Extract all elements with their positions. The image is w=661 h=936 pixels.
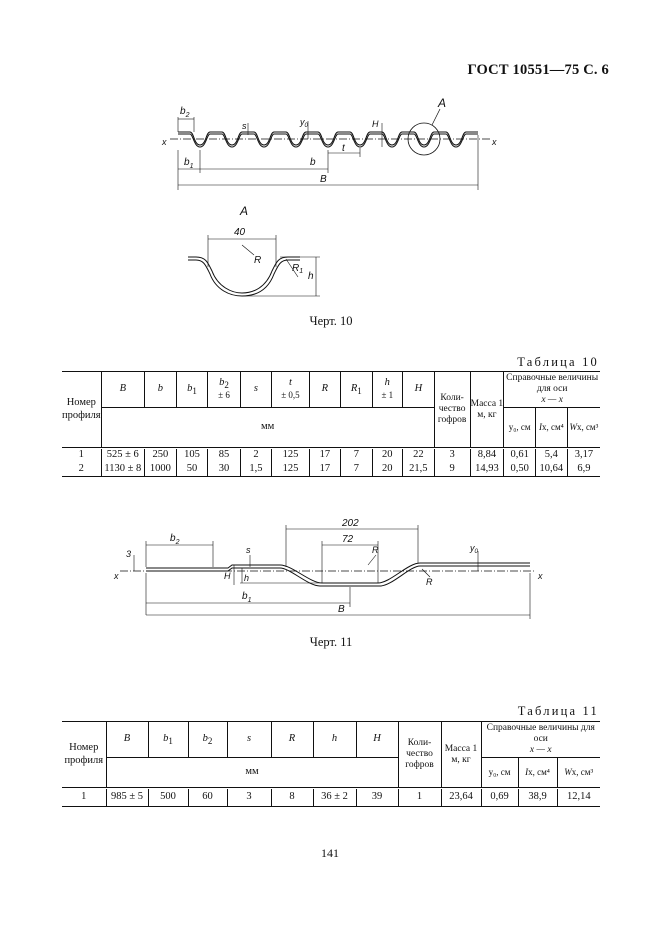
label-b: b: [310, 157, 316, 168]
t10-h-b1: $b_1$: [176, 372, 208, 408]
figure-11-profile-drawing: [110, 515, 560, 625]
t10-h-h: h ± 1: [372, 372, 402, 408]
t10-h-corrugations: Коли-чество гофров: [434, 372, 470, 448]
t10-h-B: B: [101, 372, 144, 408]
f11-label-b1: $b_1$: [242, 591, 252, 604]
t11-h-unit: мм: [106, 758, 398, 788]
t10-row-1: 1 525 ± 6 250 105 85 2 125 17 7 20 22 3 8,84 0,61 5,4 3,17: [62, 449, 600, 463]
table-11-caption: Таблица 11: [517, 704, 599, 718]
t11-h-s: s: [227, 722, 271, 758]
label-x-right: x: [492, 137, 497, 147]
detail-title: A: [240, 205, 249, 218]
table-10-caption: Таблица 10: [517, 355, 599, 369]
t10-h-Wx: Wx, см³: [567, 408, 600, 448]
t11-row-1: 1 985 ± 5 500 60 3 8 36 ± 2 39 1 23,64 0,69 38,9 12,14: [62, 789, 600, 807]
t11-h-Ix: Ix, см⁴: [518, 758, 557, 788]
t10-h-b: b: [145, 372, 177, 408]
f11-label-72: 72: [342, 534, 354, 545]
f11-label-B: B: [338, 604, 345, 615]
t10-h-mass: Масса 1 м, кг: [470, 372, 504, 448]
t11-h-corrugations: Коли-чество гофров: [398, 722, 441, 788]
t11-h-mass: Масса 1 м, кг: [441, 722, 481, 788]
f11-label-x-right: x: [538, 571, 543, 581]
page-header: ГОСТ 10551—75 С. 6: [467, 62, 609, 78]
t11-h-number: Номер профиля: [62, 722, 106, 788]
t10-h-R: R: [309, 372, 340, 408]
detail-R1: $R_1$: [292, 263, 304, 275]
t10-h-Ix: Ix, см⁴: [535, 408, 567, 448]
t11-h-H: H: [356, 722, 398, 758]
label-t: t: [342, 143, 345, 154]
t11-h-h: h: [313, 722, 356, 758]
label-x-left: x: [162, 137, 167, 147]
t11-h-B: B: [106, 722, 148, 758]
f11-label-h: h: [244, 573, 250, 583]
t11-h-Wx: Wx, см³: [557, 758, 600, 788]
f11-label-R-1: R: [372, 545, 379, 555]
t11-h-R: R: [271, 722, 313, 758]
t10-h-y0: y₀, см: [504, 408, 536, 448]
label-y0: $y_0$: [300, 117, 308, 129]
t10-h-b2: $b_2$ ± 6: [208, 372, 240, 408]
t10-h-R1: $R_1$: [341, 372, 372, 408]
table-11: [62, 721, 600, 807]
label-b2: $b_2$: [180, 106, 190, 119]
figure-11-caption: Черт. 11: [309, 635, 353, 649]
f11-label-R-2: R: [426, 577, 433, 587]
f11-label-x-left: x: [114, 571, 119, 581]
page-number: 141: [321, 846, 339, 860]
f11-label-b2: $b_2$: [170, 533, 180, 546]
f11-label-y0: $y_0$: [470, 543, 478, 555]
t11-h-b1: $b_1$: [148, 722, 188, 758]
f11-label-s: s: [246, 545, 251, 555]
f11-label-202: 202: [342, 518, 359, 529]
label-s: s: [242, 121, 247, 131]
label-b1: $b_1$: [184, 157, 194, 170]
table-10: [62, 371, 600, 477]
t10-h-s: s: [240, 372, 272, 408]
t10-h-reference: Справочные величины для оси x — x: [504, 372, 600, 408]
t10-h-number: Номер профиля: [62, 372, 101, 448]
label-A: A: [438, 96, 447, 110]
figure-10-detail-a: [180, 205, 330, 300]
detail-R: R: [254, 255, 262, 266]
t10-h-unit: мм: [101, 408, 434, 448]
f11-label-3: 3: [126, 549, 132, 559]
t11-h-reference: Справочные величины для оси x — x: [481, 722, 600, 758]
detail-width: 40: [234, 227, 246, 238]
figure-10-profile-drawing: [160, 95, 510, 200]
f11-label-H: H: [224, 571, 231, 581]
t11-h-b2: $b_2$: [188, 722, 227, 758]
label-H: H: [372, 119, 379, 129]
label-B: B: [320, 174, 327, 185]
t10-h-t: t ± 0,5: [272, 372, 309, 408]
t11-h-y0: y₀, см: [481, 758, 518, 788]
figure-10-caption: Черт. 10: [309, 314, 353, 328]
detail-h: h: [308, 271, 314, 282]
t10-h-H: H: [403, 372, 435, 408]
t10-row-2: 2 1130 ± 8 1000 50 30 1,5 125 17 7 20 21,5 9 14,93 0,50 10,64 6,9: [62, 463, 600, 477]
